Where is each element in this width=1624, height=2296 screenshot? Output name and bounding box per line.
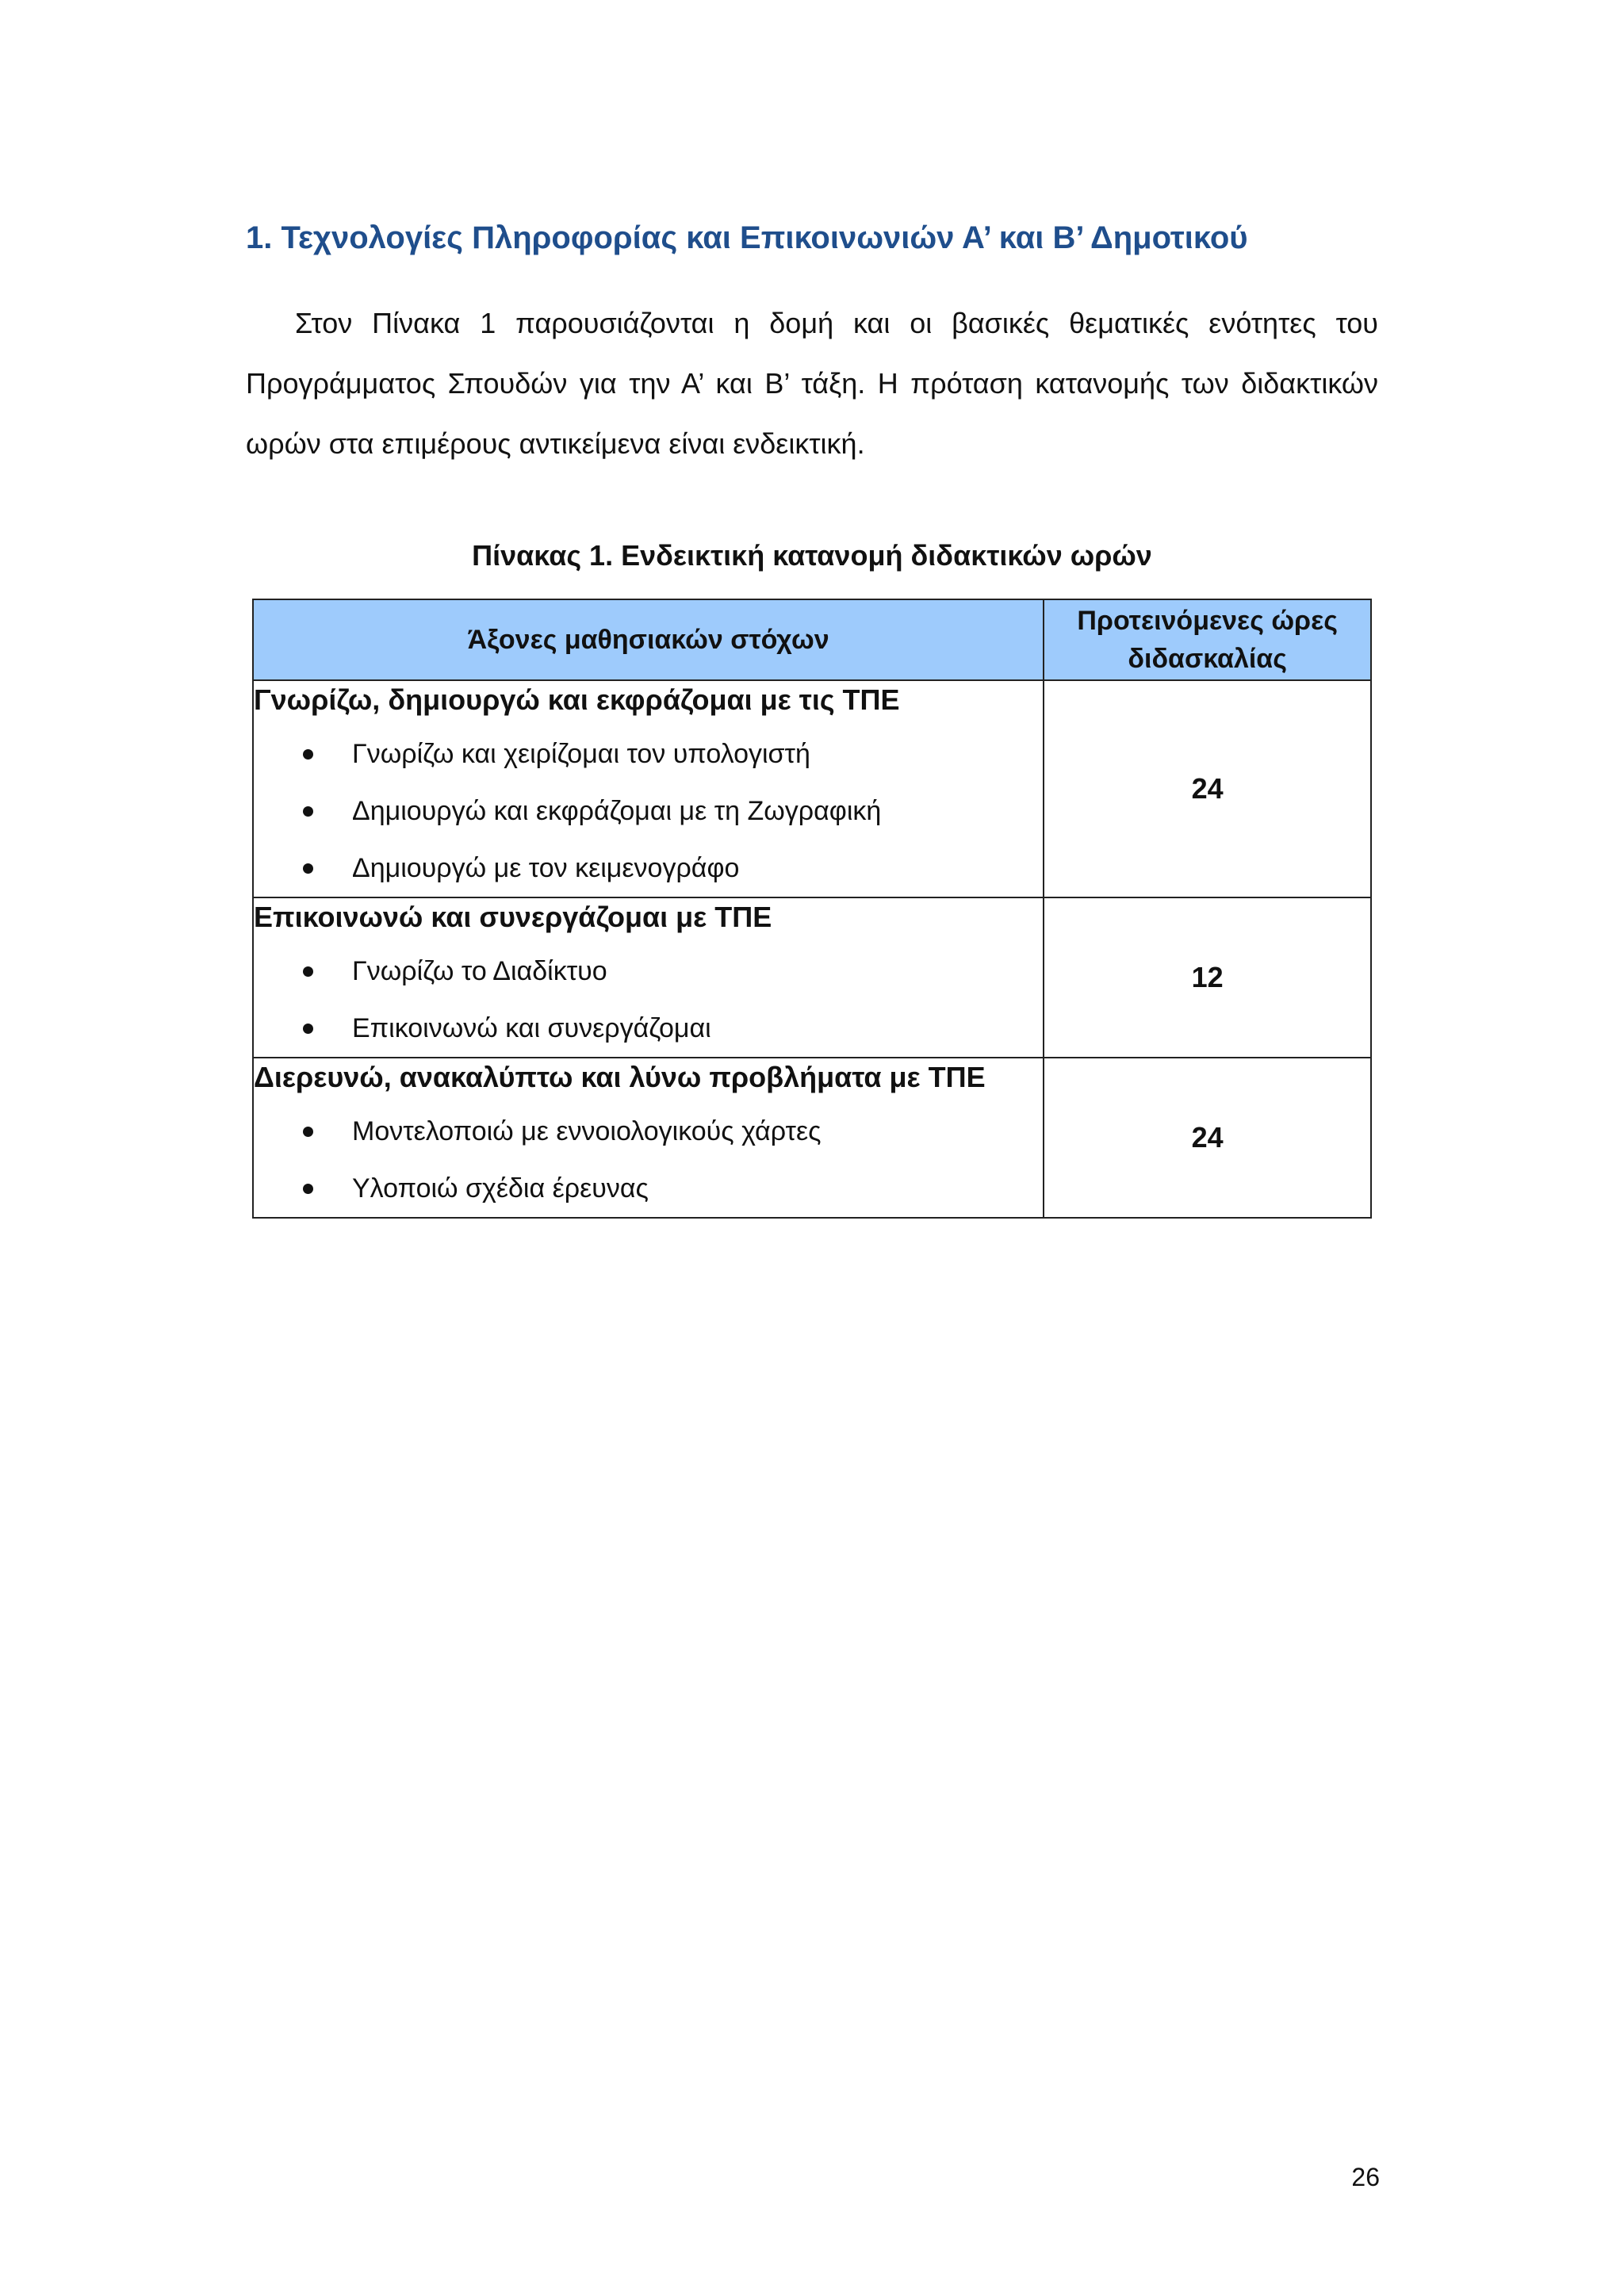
list-item: Επικοινωνώ και συνεργάζομαι [303, 1000, 1043, 1057]
goal-group-title: Διερευνώ, ανακαλύπτω και λύνω προβλήματα με ΤΠΕ [254, 1061, 986, 1093]
table-row [253, 680, 1371, 897]
goal-items-list [254, 943, 1043, 1057]
table-row [253, 1058, 1371, 1218]
list-item: Δημιουργώ και εκφράζομαι με τη Ζωγραφική [303, 783, 1043, 840]
goal-cell [253, 897, 1044, 1058]
list-item: Γνωρίζω και χειρίζομαι τον υπολογιστή [303, 725, 1043, 783]
list-item: Μοντελοποιώ με εννοιολογικούς χάρτες [303, 1103, 1043, 1160]
table-row [253, 897, 1371, 1058]
goal-group-title: Γνωρίζω, δημιουργώ και εκφράζομαι με τις ΤΠΕ [254, 683, 900, 716]
list-item: Δημιουργώ με τον κειμενογράφο [303, 840, 1043, 897]
goal-group-title: Επικοινωνώ και συνεργάζομαι με ΤΠΕ [254, 901, 772, 933]
header-hours: Προτεινόμενες ώρες διδασκαλίας [1044, 599, 1371, 680]
goal-cell [253, 1058, 1044, 1218]
section-heading: 1. Τεχνολογίες Πληροφορίας και Επικοινωνιών Α’ και Β’ Δημοτικού [246, 220, 1248, 255]
goal-items-list [254, 725, 1043, 897]
hours-value: 24 [1044, 1058, 1371, 1218]
hours-value: 12 [1044, 897, 1371, 1058]
table-caption: Πίνακας 1. Ενδεικτική κατανομή διδακτικών ωρών [472, 539, 1152, 572]
intro-paragraph: Στον Πίνακα 1 παρουσιάζονται η δομή και οι βασικές θεματικές ενότητες του Προγράμματος Σπουδών για την Α’ και Β’ τάξη. Η πρόταση κατανομής των διδακτικών ωρών στα επιμέρους αντικείμενα είναι ενδεικτική. [246, 307, 1378, 460]
page-number: 26 [1351, 2163, 1380, 2191]
hours-value: 24 [1044, 680, 1371, 897]
list-item: Γνωρίζω το Διαδίκτυο [303, 943, 1043, 1000]
goal-cell [253, 680, 1044, 897]
goal-items-list [254, 1103, 1043, 1217]
list-item: Υλοποιώ σχέδια έρευνας [303, 1160, 1043, 1217]
table-header-row [253, 599, 1371, 680]
header-goals: Άξονες μαθησιακών στόχων [253, 599, 1044, 680]
hours-table [252, 599, 1372, 1219]
